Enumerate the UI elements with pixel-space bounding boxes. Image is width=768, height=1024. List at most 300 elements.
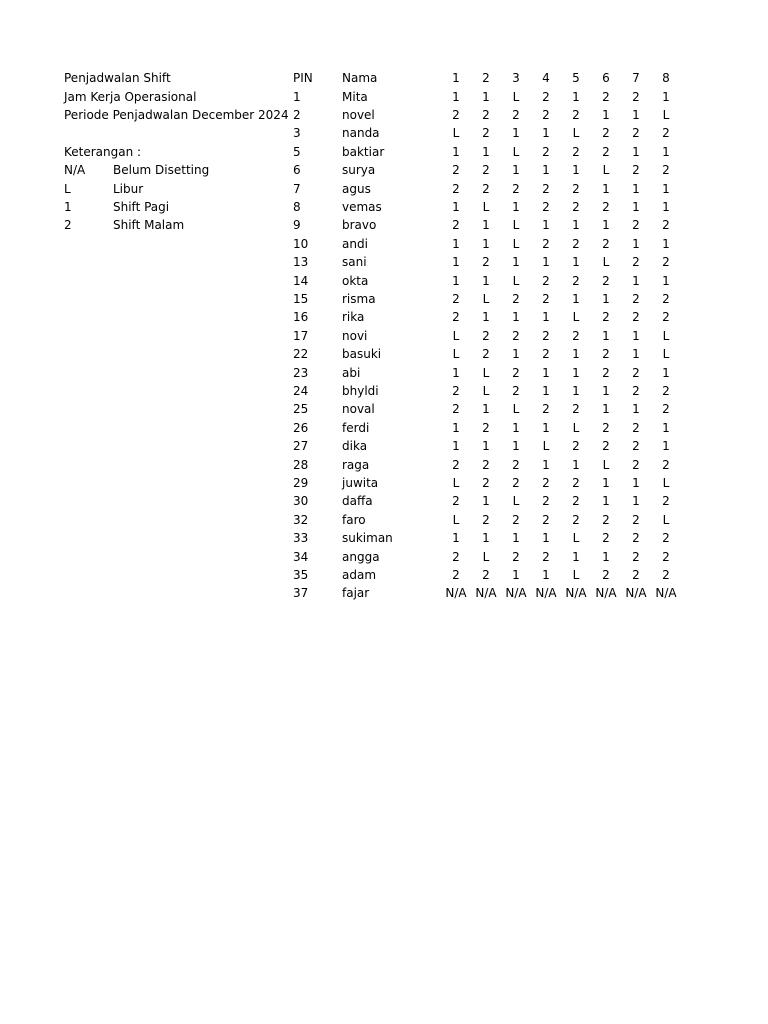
pin-cell: 1 — [293, 89, 301, 104]
shift-cell: 2 — [632, 310, 640, 325]
shift-cell: 1 — [542, 365, 550, 380]
shift-cell: 1 — [482, 310, 490, 325]
shift-cell: 1 — [482, 402, 490, 417]
pin-cell: 30 — [293, 494, 309, 509]
shift-cell: 2 — [632, 218, 640, 233]
shift-cell: L — [512, 273, 520, 288]
day-header: 6 — [602, 71, 610, 85]
shift-cell: 2 — [662, 163, 670, 178]
nama-cell: agus — [342, 181, 371, 196]
shift-cell: L — [482, 199, 490, 214]
shift-cell: 1 — [452, 144, 460, 159]
shift-cell: 2 — [452, 163, 460, 178]
nama-cell: bhyldi — [342, 383, 379, 398]
shift-cell: 2 — [542, 328, 550, 343]
shift-cell: 2 — [452, 218, 460, 233]
shift-cell: 2 — [632, 420, 640, 435]
shift-cell: 2 — [662, 383, 670, 398]
shift-cell: 2 — [632, 126, 640, 141]
shift-cell: 1 — [512, 420, 520, 435]
shift-cell: 2 — [602, 126, 610, 141]
shift-cell: 1 — [572, 163, 580, 178]
shift-cell: 2 — [542, 494, 550, 509]
nama-cell: noval — [342, 402, 375, 417]
shift-cell: 2 — [632, 457, 640, 472]
shift-cell: 2 — [662, 291, 670, 306]
shift-cell: 1 — [572, 291, 580, 306]
shift-cell: 1 — [452, 255, 460, 270]
nama-cell: okta — [342, 273, 369, 288]
shift-cell: N/A — [535, 586, 557, 601]
shift-cell: 1 — [632, 494, 640, 509]
shift-cell: L — [572, 531, 580, 546]
shift-cell: 1 — [452, 236, 460, 251]
shift-cell: 2 — [542, 236, 550, 251]
shift-cell: 2 — [542, 512, 550, 527]
nama-cell: angga — [342, 549, 380, 564]
shift-cell: 2 — [662, 494, 670, 509]
pin-cell: 7 — [293, 181, 301, 196]
shift-cell: L — [572, 310, 580, 325]
nama-cell: nanda — [342, 126, 380, 141]
pin-cell: 27 — [293, 439, 309, 454]
day-header: 2 — [482, 71, 490, 85]
shift-cell: 1 — [602, 218, 610, 233]
shift-cell: 2 — [602, 236, 610, 251]
shift-cell: 1 — [482, 531, 490, 546]
shift-cell: 1 — [662, 199, 670, 214]
shift-cell: 2 — [602, 310, 610, 325]
shift-cell: L — [452, 512, 460, 527]
shift-cell: 2 — [632, 255, 640, 270]
shift-cell: 1 — [512, 310, 520, 325]
shift-cell: 2 — [602, 512, 610, 527]
shift-cell: 2 — [482, 512, 490, 527]
shift-cell: 1 — [602, 291, 610, 306]
schedule-subtitle: Jam Kerja Operasional — [64, 90, 197, 104]
pin-header: PIN — [293, 71, 313, 85]
shift-cell: 1 — [572, 457, 580, 472]
schedule-period: Periode Penjadwalan December 2024 — [64, 108, 289, 122]
shift-cell: 2 — [572, 236, 580, 251]
legend-label: Shift Malam — [113, 218, 185, 232]
shift-cell: 1 — [512, 567, 520, 582]
shift-cell: 1 — [452, 420, 460, 435]
nama-cell: juwita — [342, 475, 379, 490]
nama-cell: risma — [342, 291, 376, 306]
shift-cell: 2 — [602, 89, 610, 104]
shift-cell: 2 — [482, 107, 490, 122]
nama-cell: Mita — [342, 89, 368, 104]
shift-cell: 2 — [572, 107, 580, 122]
shift-cell: 1 — [512, 439, 520, 454]
shift-cell: 1 — [632, 402, 640, 417]
shift-cell: 1 — [602, 549, 610, 564]
shift-cell: 2 — [542, 549, 550, 564]
pin-cell: 32 — [293, 512, 309, 527]
schedule-title: Penjadwalan Shift — [64, 71, 171, 85]
shift-cell: 2 — [542, 291, 550, 306]
shift-cell: 1 — [632, 181, 640, 196]
shift-cell: 1 — [512, 199, 520, 214]
shift-cell: 2 — [572, 439, 580, 454]
day-header: 8 — [662, 71, 670, 85]
pin-cell: 14 — [293, 273, 309, 288]
shift-cell: 1 — [602, 494, 610, 509]
shift-cell: 1 — [572, 347, 580, 362]
shift-cell: L — [542, 439, 550, 454]
pin-cell: 25 — [293, 402, 309, 417]
shift-cell: 2 — [452, 494, 460, 509]
shift-cell: 2 — [602, 347, 610, 362]
legend-code: 2 — [64, 218, 72, 232]
shift-cell: 1 — [602, 328, 610, 343]
shift-cell: 2 — [542, 199, 550, 214]
pin-cell: 23 — [293, 365, 309, 380]
shift-cell: 1 — [602, 383, 610, 398]
legend-code: L — [64, 182, 71, 196]
shift-cell: 1 — [632, 236, 640, 251]
legend-heading: Keterangan : — [64, 145, 142, 159]
shift-cell: 1 — [572, 218, 580, 233]
shift-cell: 2 — [452, 402, 460, 417]
shift-cell: L — [662, 512, 670, 527]
shift-cell: N/A — [625, 586, 647, 601]
shift-cell: L — [452, 475, 460, 490]
shift-cell: 1 — [512, 126, 520, 141]
nama-cell: basuki — [342, 347, 382, 362]
shift-cell: 2 — [512, 107, 520, 122]
day-header: 3 — [512, 71, 520, 85]
shift-cell: 1 — [542, 310, 550, 325]
shift-cell: 2 — [542, 273, 550, 288]
shift-cell: 1 — [482, 494, 490, 509]
shift-cell: L — [572, 567, 580, 582]
shift-cell: 2 — [632, 439, 640, 454]
shift-cell: 2 — [662, 126, 670, 141]
shift-cell: 2 — [542, 347, 550, 362]
pin-cell: 5 — [293, 144, 301, 159]
shift-cell: 2 — [572, 199, 580, 214]
shift-cell: L — [512, 144, 520, 159]
shift-cell: 2 — [662, 567, 670, 582]
pin-cell: 28 — [293, 457, 309, 472]
day-header: 5 — [572, 71, 580, 85]
shift-cell: 2 — [542, 144, 550, 159]
shift-cell: 2 — [452, 567, 460, 582]
shift-cell: 2 — [482, 567, 490, 582]
nama-cell: fajar — [342, 586, 370, 601]
shift-cell: 2 — [632, 531, 640, 546]
nama-cell: sani — [342, 255, 367, 270]
shift-cell: 2 — [512, 365, 520, 380]
nama-cell: novel — [342, 107, 375, 122]
pin-cell: 22 — [293, 347, 309, 362]
shift-cell: 1 — [542, 383, 550, 398]
shift-cell: 2 — [512, 475, 520, 490]
shift-cell: 1 — [632, 107, 640, 122]
shift-cell: 2 — [482, 420, 490, 435]
shift-cell: 2 — [632, 567, 640, 582]
shift-cell: 2 — [452, 291, 460, 306]
shift-cell: 1 — [452, 89, 460, 104]
shift-cell: 2 — [602, 199, 610, 214]
shift-cell: L — [482, 365, 490, 380]
shift-cell: 2 — [662, 310, 670, 325]
shift-cell: 2 — [572, 402, 580, 417]
shift-cell: 2 — [482, 163, 490, 178]
shift-cell: 1 — [482, 439, 490, 454]
shift-cell: 1 — [512, 255, 520, 270]
pin-cell: 16 — [293, 310, 309, 325]
shift-cell: 1 — [632, 144, 640, 159]
shift-cell: 2 — [662, 402, 670, 417]
shift-cell: 1 — [602, 402, 610, 417]
shift-cell: 2 — [662, 457, 670, 472]
shift-cell: L — [452, 347, 460, 362]
shift-cell: 1 — [452, 199, 460, 214]
shift-cell: 1 — [542, 420, 550, 435]
shift-cell: N/A — [445, 586, 467, 601]
shift-cell: 1 — [542, 531, 550, 546]
shift-cell: 2 — [482, 457, 490, 472]
pin-cell: 26 — [293, 420, 309, 435]
shift-cell: L — [662, 328, 670, 343]
shift-cell: N/A — [505, 586, 527, 601]
shift-cell: L — [512, 494, 520, 509]
nama-cell: abi — [342, 365, 361, 380]
legend-code: N/A — [64, 163, 86, 177]
shift-cell: 1 — [572, 549, 580, 564]
shift-cell: L — [662, 475, 670, 490]
nama-cell: bravo — [342, 218, 377, 233]
shift-cell: 1 — [662, 365, 670, 380]
shift-cell: 1 — [542, 567, 550, 582]
shift-cell: 1 — [572, 255, 580, 270]
pin-cell: 29 — [293, 475, 309, 490]
shift-cell: 2 — [512, 549, 520, 564]
nama-cell: faro — [342, 512, 366, 527]
shift-cell: N/A — [595, 586, 617, 601]
shift-cell: 1 — [542, 255, 550, 270]
legend-label: Shift Pagi — [113, 200, 170, 214]
day-header: 7 — [632, 71, 640, 85]
shift-cell: 1 — [482, 144, 490, 159]
nama-cell: dika — [342, 439, 368, 454]
shift-cell: 1 — [662, 273, 670, 288]
shift-cell: 1 — [662, 420, 670, 435]
nama-cell: ferdi — [342, 420, 370, 435]
nama-cell: novi — [342, 328, 368, 343]
shift-cell: 1 — [602, 475, 610, 490]
shift-cell: 2 — [572, 144, 580, 159]
pin-cell: 6 — [293, 163, 301, 178]
pin-cell: 9 — [293, 218, 301, 233]
shift-cell: 2 — [482, 255, 490, 270]
shift-cell: 1 — [482, 236, 490, 251]
pin-cell: 33 — [293, 531, 309, 546]
shift-cell: L — [602, 163, 610, 178]
pin-cell: 3 — [293, 126, 301, 141]
shift-cell: L — [452, 126, 460, 141]
shift-cell: 1 — [482, 218, 490, 233]
shift-cell: 1 — [452, 273, 460, 288]
shift-cell: 2 — [452, 549, 460, 564]
shift-cell: L — [572, 126, 580, 141]
shift-cell: 2 — [512, 457, 520, 472]
shift-cell: L — [512, 89, 520, 104]
shift-cell: L — [512, 218, 520, 233]
shift-cell: 1 — [542, 218, 550, 233]
shift-cell: 2 — [602, 420, 610, 435]
shift-cell: 1 — [572, 365, 580, 380]
shift-cell: 2 — [512, 181, 520, 196]
shift-cell: 2 — [632, 512, 640, 527]
shift-cell: L — [602, 255, 610, 270]
nama-cell: vemas — [342, 199, 382, 214]
shift-cell: 1 — [512, 163, 520, 178]
shift-cell: 2 — [452, 457, 460, 472]
shift-cell: 2 — [512, 328, 520, 343]
shift-cell: 2 — [482, 126, 490, 141]
shift-cell: 2 — [572, 475, 580, 490]
shift-cell: 2 — [602, 365, 610, 380]
legend-label: Libur — [113, 182, 144, 196]
shift-cell: 2 — [512, 383, 520, 398]
pin-cell: 10 — [293, 236, 309, 251]
day-header: 1 — [452, 71, 460, 85]
pin-cell: 8 — [293, 199, 301, 214]
shift-cell: 2 — [482, 475, 490, 490]
shift-cell: 2 — [452, 181, 460, 196]
shift-cell: 1 — [662, 439, 670, 454]
shift-cell: 2 — [572, 273, 580, 288]
shift-cell: 1 — [542, 457, 550, 472]
shift-cell: L — [662, 347, 670, 362]
legend-label: Belum Disetting — [113, 163, 210, 177]
shift-cell: 1 — [662, 89, 670, 104]
shift-cell: 2 — [542, 475, 550, 490]
pin-cell: 17 — [293, 328, 309, 343]
shift-cell: N/A — [655, 586, 677, 601]
pin-cell: 15 — [293, 291, 309, 306]
shift-cell: L — [572, 420, 580, 435]
shift-cell: 2 — [482, 328, 490, 343]
shift-cell: 2 — [602, 531, 610, 546]
shift-cell: 1 — [542, 126, 550, 141]
shift-cell: 1 — [632, 199, 640, 214]
shift-cell: L — [602, 457, 610, 472]
shift-cell: 2 — [542, 107, 550, 122]
shift-cell: 2 — [632, 549, 640, 564]
shift-cell: L — [512, 236, 520, 251]
shift-cell: 2 — [452, 107, 460, 122]
shift-cell: 2 — [572, 512, 580, 527]
shift-cell: 2 — [602, 144, 610, 159]
shift-cell: 2 — [542, 181, 550, 196]
shift-cell: 2 — [602, 439, 610, 454]
nama-cell: rika — [342, 310, 365, 325]
shift-cell: 1 — [512, 347, 520, 362]
shift-cell: 1 — [632, 273, 640, 288]
shift-cell: 2 — [632, 365, 640, 380]
shift-cell: L — [482, 291, 490, 306]
shift-cell: 2 — [482, 347, 490, 362]
shift-cell: 2 — [602, 273, 610, 288]
pin-cell: 24 — [293, 383, 309, 398]
shift-cell: N/A — [475, 586, 497, 601]
shift-cell: 1 — [662, 181, 670, 196]
shift-cell: N/A — [565, 586, 587, 601]
shift-cell: L — [512, 402, 520, 417]
shift-cell: 2 — [542, 402, 550, 417]
shift-cell: 2 — [512, 291, 520, 306]
shift-cell: 2 — [542, 89, 550, 104]
shift-cell: 1 — [452, 531, 460, 546]
shift-cell: 2 — [632, 163, 640, 178]
shift-cell: 1 — [602, 107, 610, 122]
shift-cell: 1 — [512, 531, 520, 546]
shift-cell: 1 — [482, 273, 490, 288]
shift-cell: 1 — [662, 144, 670, 159]
shift-cell: 2 — [452, 310, 460, 325]
shift-cell: 2 — [662, 218, 670, 233]
shift-cell: 1 — [542, 163, 550, 178]
shift-cell: 1 — [602, 181, 610, 196]
shift-cell: L — [482, 549, 490, 564]
shift-cell: 2 — [632, 291, 640, 306]
shift-cell: 1 — [632, 475, 640, 490]
shift-cell: 2 — [662, 255, 670, 270]
shift-cell: 2 — [662, 531, 670, 546]
shift-cell: 2 — [572, 181, 580, 196]
pin-cell: 35 — [293, 567, 309, 582]
shift-cell: 1 — [572, 383, 580, 398]
nama-cell: sukiman — [342, 531, 393, 546]
shift-cell: 2 — [482, 181, 490, 196]
shift-cell: 1 — [482, 89, 490, 104]
shift-cell: 2 — [632, 89, 640, 104]
shift-cell: 1 — [452, 439, 460, 454]
shift-cell: 1 — [662, 236, 670, 251]
shift-cell: 2 — [452, 383, 460, 398]
nama-cell: andi — [342, 236, 368, 251]
pin-cell: 37 — [293, 586, 309, 601]
nama-cell: daffa — [342, 494, 373, 509]
shift-cell: L — [482, 383, 490, 398]
pin-cell: 13 — [293, 255, 309, 270]
shift-cell: 1 — [572, 89, 580, 104]
shift-cell: 2 — [662, 549, 670, 564]
nama-cell: adam — [342, 567, 377, 582]
nama-cell: baktiar — [342, 144, 385, 159]
shift-cell: 2 — [602, 567, 610, 582]
shift-cell: 1 — [632, 328, 640, 343]
legend-code: 1 — [64, 200, 72, 214]
nama-header: Nama — [342, 71, 378, 85]
shift-cell: 1 — [452, 365, 460, 380]
nama-cell: raga — [342, 457, 370, 472]
day-header: 4 — [542, 71, 550, 85]
shift-cell: 2 — [572, 328, 580, 343]
nama-cell: surya — [342, 163, 376, 178]
shift-cell: 2 — [572, 494, 580, 509]
pin-cell: 34 — [293, 549, 309, 564]
shift-cell: 1 — [632, 347, 640, 362]
pin-cell: 2 — [293, 107, 301, 122]
shift-cell: 2 — [632, 383, 640, 398]
shift-cell: 2 — [512, 512, 520, 527]
